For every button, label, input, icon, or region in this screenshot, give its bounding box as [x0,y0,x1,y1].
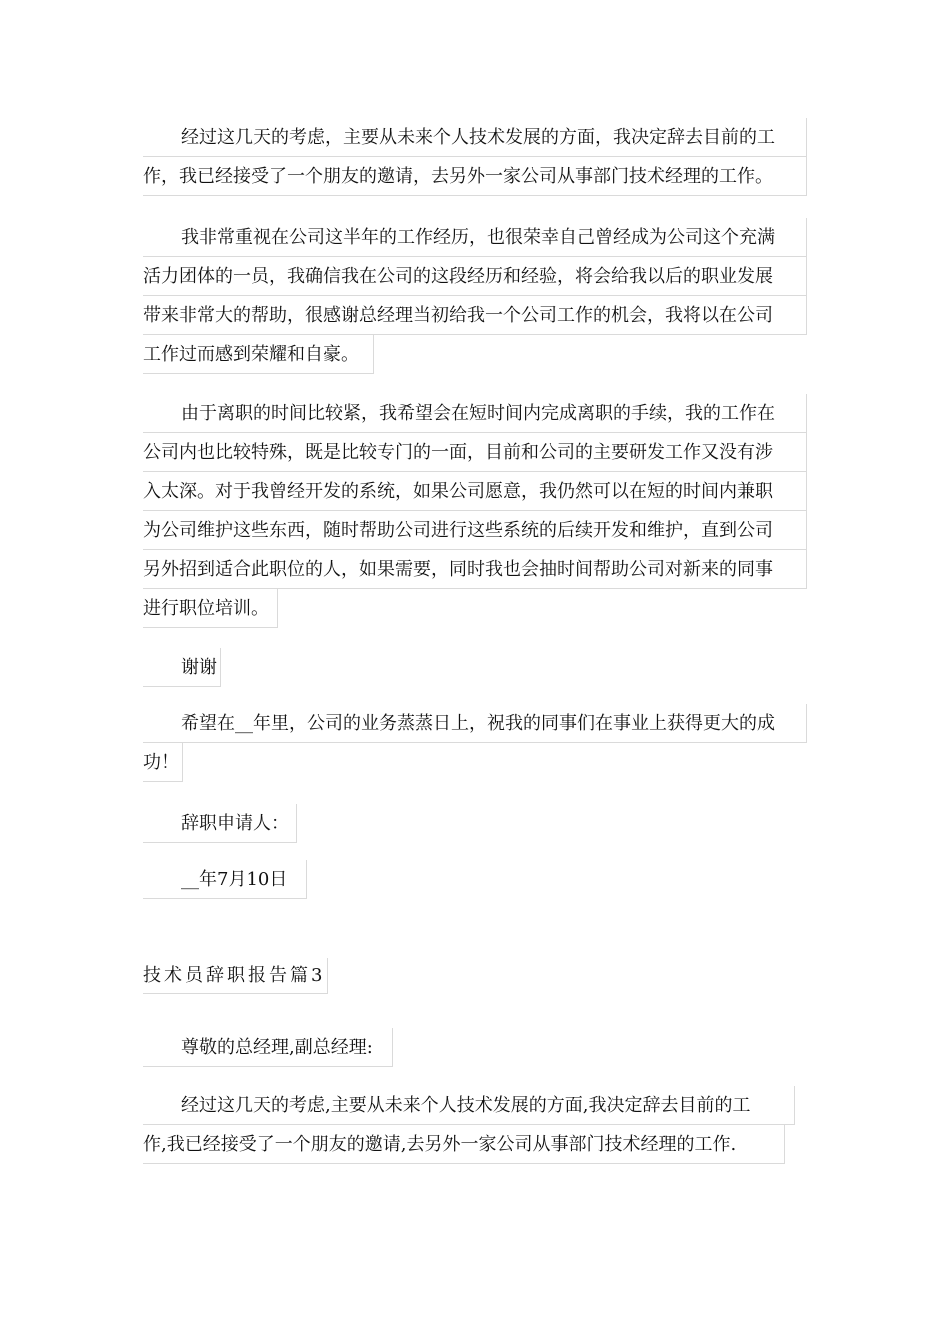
text-line: 入太深。对于我曾经开发的系统，如果公司愿意，我仍然可以在短的时间内兼职 [143,472,807,511]
paragraph-4 [143,704,807,782]
date-paragraph [143,860,807,899]
paragraph-2 [143,218,807,374]
applicant-label: 辞职申请人： [143,804,297,843]
salutation-paragraph [143,1028,807,1067]
text-line: 公司内也比较特殊，既是比较专门的一面，目前和公司的主要研发工作又没有涉 [143,433,807,472]
date-text: __年7月10日 [143,860,307,899]
text-line: 工作过而感到荣耀和自豪。 [143,335,374,374]
text-line: 功！ [143,743,183,782]
text-line: 作，我已经接受了一个朋友的邀请，去另外一家公司从事部门技术经理的工作。 [143,157,807,196]
paragraph-5 [143,1086,807,1164]
text-line: 作,我已经接受了一个朋友的邀请,去另外一家公司从事部门技术经理的工作. [143,1125,785,1164]
text-line: 活力团体的一员，我确信我在公司的这段经历和经验，将会给我以后的职业发展 [143,257,807,296]
text-line: 另外招到适合此职位的人，如果需要，同时我也会抽时间帮助公司对新来的同事 [143,550,807,589]
applicant-paragraph [143,804,807,843]
thanks-paragraph [143,648,807,687]
thanks-text: 谢谢 [143,648,221,687]
text-line: 希望在__年里，公司的业务蒸蒸日上，祝我的同事们在事业上获得更大的成 [143,704,807,743]
text-line: 进行职位培训。 [143,589,278,628]
paragraph-3 [143,394,807,628]
text-line: 经过这几天的考虑,主要从未来个人技术发展的方面,我决定辞去目前的工 [143,1086,795,1125]
text-line: 我非常重视在公司这半年的工作经历，也很荣幸自己曾经成为公司这个充满 [143,218,807,257]
text-line: 为公司维护这些东西，随时帮助公司进行这些系统的后续开发和维护，直到公司 [143,511,807,550]
paragraph-1 [143,118,807,196]
text-line: 经过这几天的考虑，主要从未来个人技术发展的方面，我决定辞去目前的工 [143,118,807,157]
text-line: 由于离职的时间比较紧，我希望会在短时间内完成离职的手续，我的工作在 [143,394,807,433]
text-line: 带来非常大的帮助，很感谢总经理当初给我一个公司工作的机会，我将以在公司 [143,296,807,335]
section-heading: 技术员辞职报告篇3 [143,958,328,994]
salutation-text: 尊敬的总经理,副总经理: [143,1028,393,1067]
